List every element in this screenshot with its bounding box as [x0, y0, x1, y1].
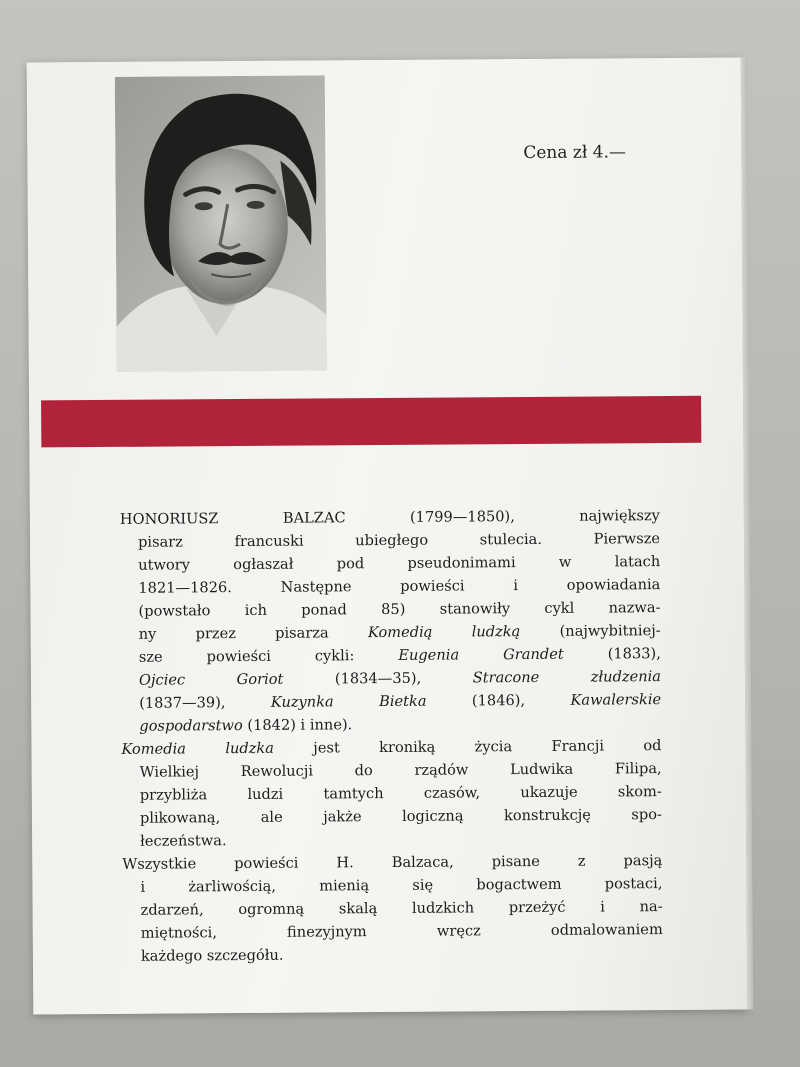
bio-text: (1833),: [563, 645, 661, 663]
bio-title-text: Komedia ludzka: [121, 739, 274, 758]
bio-text: (1846),: [426, 691, 571, 710]
bio-text: każdego szczegółu.: [140, 946, 284, 965]
bio-text: jest kroniką życia Francji od: [273, 737, 662, 757]
author-biography: [120, 504, 663, 968]
bio-text: miętności, finezyjnym wręcz odmalowaniem: [140, 921, 663, 942]
bio-line: [121, 688, 661, 715]
bio-title-text: Ojciec Goriot: [138, 670, 284, 689]
bio-text: (1834—35),: [283, 669, 473, 688]
bio-text: HONORIUSZ BALZAC (1799—1850), największy: [119, 507, 660, 528]
bio-text: Wielkiej Rewolucji do rządów Ludwika Filipa,: [139, 760, 662, 781]
bio-title-text: Eugenia Grandet: [398, 645, 564, 664]
bio-title-text: gospodarstwo: [139, 717, 243, 735]
author-portrait: [115, 75, 327, 371]
bio-text: plikowaną, ale jakże logiczną konstrukcję spo-: [139, 806, 663, 827]
bio-text: (1842) i inne).: [242, 716, 353, 735]
price-label: Cena zł 4.—: [523, 142, 627, 164]
bio-line: [122, 803, 662, 830]
bio-line: [123, 918, 663, 945]
bio-text: łeczeństwa.: [140, 832, 227, 850]
portrait-image: [115, 75, 327, 371]
bio-text: i żarliwością, mienią się bogactwem postaci,: [140, 875, 663, 896]
bio-title-text: Kawalerskie: [570, 691, 662, 709]
decorative-red-band: [41, 396, 701, 448]
bio-title-text: Stracone złudzenia: [472, 668, 662, 687]
bio-text: (1837—39),: [139, 693, 271, 712]
bio-title-text: Komedią ludzką: [367, 623, 521, 642]
book-back-cover: [27, 58, 748, 1015]
bio-text: Wszystkie powieści H. Balzaca, pisane z pasją: [122, 852, 663, 873]
bio-line: [123, 941, 663, 968]
bio-text: utwory ogłaszał pod pseudonimami w latach: [138, 553, 661, 574]
bio-text: przybliża ludzi tamtych czasów, ukazuje skom-: [139, 783, 662, 804]
bio-text: sze powieści cykli:: [138, 646, 399, 666]
bio-text: ny przez pisarza: [138, 624, 369, 643]
bio-text: (powstało ich ponad 85) stanowiły cykl nazwa-: [138, 599, 661, 620]
bio-text: 1821—1826. Następne powieści i opowiadania: [138, 576, 661, 597]
bio-text: pisarz francuski ubiegłego stulecia. Pierwsze: [137, 530, 661, 551]
bio-title-text: Kuzynka Bietka: [270, 692, 427, 711]
bio-text: zdarzeń, ogromną skalą ludzkich przeżyć i na-: [140, 898, 663, 919]
bio-text: (najwybitniej-: [520, 622, 661, 641]
